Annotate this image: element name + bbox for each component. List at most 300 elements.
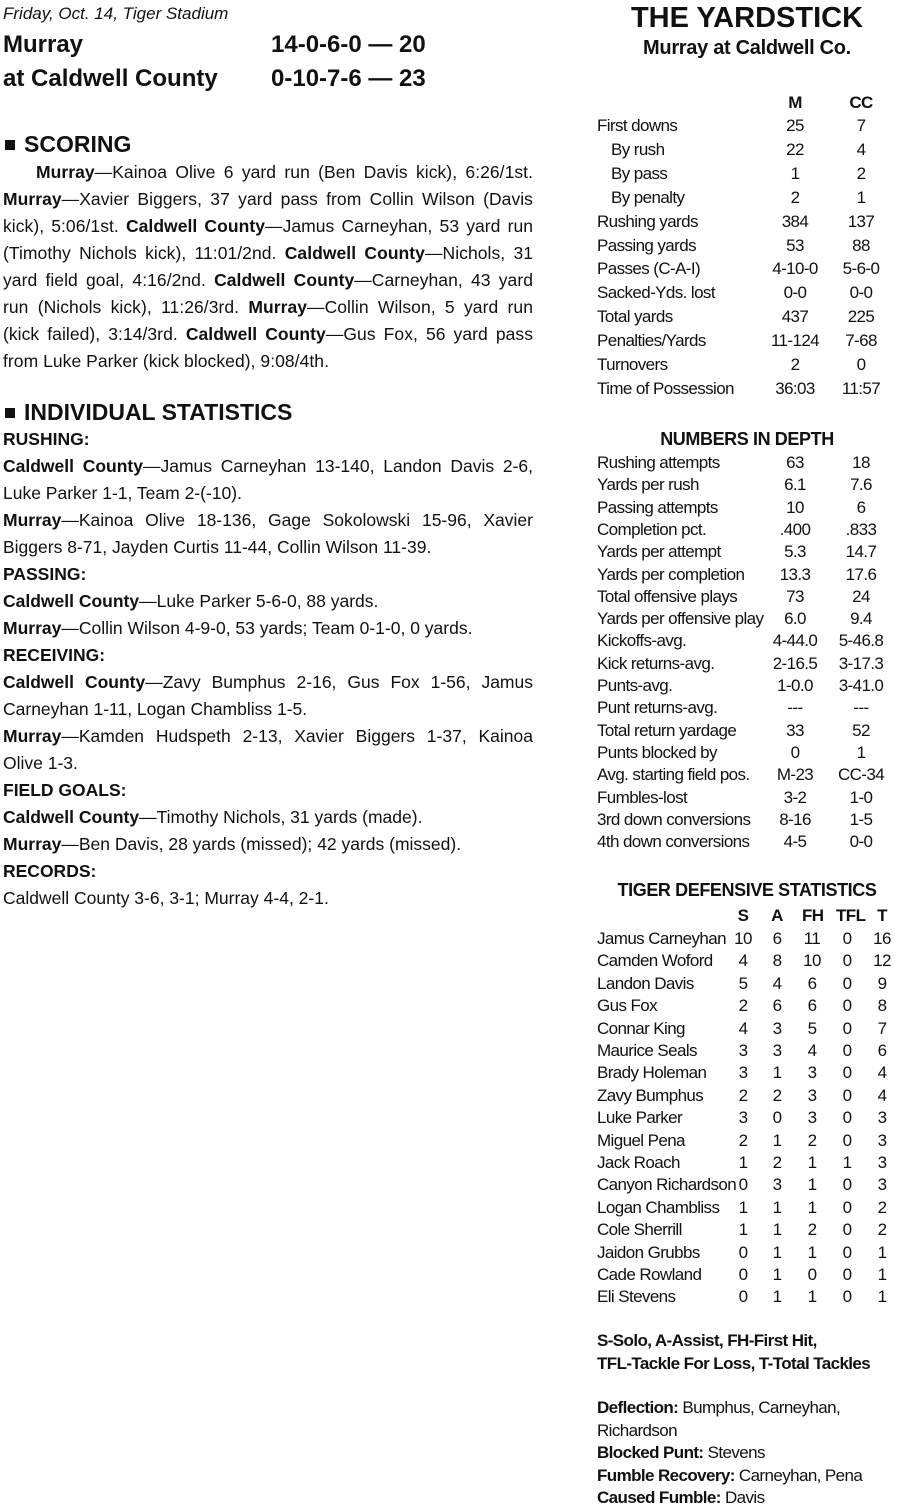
scoring-team: Caldwell County — [185, 324, 326, 344]
team-name: at Caldwell County — [3, 65, 218, 92]
col-caldwell: CC — [849, 93, 873, 112]
tackles-for-loss: 0 — [842, 1063, 852, 1083]
entry-team: Caldwell County — [3, 672, 146, 692]
stat-entry — [3, 804, 533, 831]
stat-entry — [3, 615, 533, 642]
scoring-team: Caldwell County — [125, 216, 266, 236]
stat-label: Rushing attempts — [597, 453, 720, 472]
note-label: Deflection: — [597, 1398, 679, 1417]
stat-label: Passing yards — [597, 235, 696, 255]
depth-row — [597, 653, 897, 675]
murray-value: M-23 — [776, 765, 814, 785]
caldwell-value: 5-6-0 — [842, 259, 880, 279]
stat-entry — [3, 831, 533, 858]
entry-team: Caldwell County — [3, 807, 140, 827]
category-title: FIELD GOALS: — [3, 780, 127, 800]
assisted-tackles: 4 — [772, 973, 782, 993]
entry-text: —Kamden Hudspeth 2-13, Xavier Biggers 1-37, Kainoa Olive 1-3. — [3, 726, 533, 773]
murray-value: 6.1 — [784, 475, 806, 495]
depth-row — [597, 497, 897, 519]
solo-tackles: 1 — [738, 1220, 748, 1240]
category-title: RUSHING: — [3, 429, 90, 449]
caldwell-value: 14.7 — [845, 542, 877, 562]
assisted-tackles: 0 — [772, 1108, 782, 1128]
total-tackles: 3 — [877, 1130, 887, 1150]
stat-entry — [3, 885, 533, 912]
col-total: T — [877, 906, 887, 925]
linescore-row — [3, 28, 533, 62]
linescore-row — [3, 62, 533, 96]
first-hits: 11 — [803, 929, 821, 948]
caldwell-value: 24 — [852, 586, 870, 606]
tackles-for-loss: 0 — [842, 973, 852, 993]
player-name: Cole Sherrill — [597, 1220, 682, 1240]
murray-value: 4-10-0 — [772, 259, 818, 279]
scoring-summary — [3, 159, 533, 375]
solo-tackles: 2 — [738, 996, 748, 1016]
depth-row — [597, 452, 897, 474]
player-name: Jack Roach — [597, 1153, 680, 1172]
murray-value: 5.3 — [784, 542, 806, 562]
stat-label: Total yards — [597, 307, 673, 327]
first-hits: 1 — [807, 1242, 817, 1262]
defense-player-row — [597, 1062, 897, 1084]
depth-row — [597, 764, 897, 786]
murray-value: 36:03 — [775, 378, 815, 398]
player-name: Canyon Richardson — [597, 1175, 737, 1195]
solo-tackles: 10 — [734, 929, 752, 948]
stat-label: Fumbles-lost — [597, 787, 688, 807]
entry-text: —Ben Davis, 28 yards (missed); 42 yards (missed). — [61, 834, 462, 854]
yardstick-row — [597, 330, 897, 352]
defense-player-row — [597, 1242, 897, 1264]
stat-entry — [3, 453, 533, 507]
player-name: Maurice Seals — [597, 1041, 697, 1060]
scoring-play: —Nichols, 31 yard field goal, 4:16/2nd. — [3, 243, 534, 290]
stat-label: 4th down conversions — [597, 832, 750, 852]
murray-value: .400 — [779, 519, 811, 539]
murray-value: 33 — [786, 720, 804, 740]
caldwell-value: 137 — [847, 211, 875, 231]
first-hits: 5 — [807, 1018, 817, 1038]
first-hits: 3 — [807, 1085, 817, 1105]
caldwell-value: 88 — [852, 235, 870, 255]
entry-text: —Timothy Nichols, 31 yards (made). — [139, 807, 423, 827]
player-name: Logan Chambliss — [597, 1197, 720, 1217]
yardstick-row — [597, 139, 897, 161]
caldwell-value: 0 — [856, 355, 866, 374]
tackles-for-loss: 0 — [842, 1265, 852, 1284]
col-murray: M — [788, 93, 802, 112]
stat-label: Punts-avg. — [597, 676, 673, 695]
note-text: Stevens — [703, 1443, 765, 1462]
first-hits: 3 — [807, 1108, 817, 1128]
assisted-tackles: 1 — [772, 1063, 782, 1083]
caldwell-value: 9.4 — [850, 609, 872, 629]
stat-label: Yards per offensive play — [597, 609, 764, 629]
team-name: Murray — [3, 31, 84, 58]
legend-line: S-Solo, A-Assist, FH-First Hit, — [597, 1331, 817, 1350]
murray-value: 11-124 — [770, 331, 820, 351]
stat-label: By penalty — [611, 187, 685, 207]
stat-entry — [3, 723, 533, 777]
caldwell-value: 7.6 — [850, 475, 872, 495]
assisted-tackles: 1 — [772, 1130, 782, 1150]
murray-value: 2 — [790, 187, 800, 207]
stat-label: Time of Possession — [597, 378, 734, 398]
player-name: Zavy Bumphus — [597, 1085, 704, 1105]
tackles-for-loss: 0 — [842, 996, 852, 1016]
caldwell-value: 7-68 — [845, 331, 877, 351]
total-tackles: 3 — [877, 1153, 887, 1172]
tackles-for-loss: 0 — [842, 1130, 852, 1150]
first-hits: 4 — [807, 1041, 817, 1060]
caldwell-value: 52 — [852, 720, 870, 740]
caldwell-value: 5-46.8 — [838, 631, 884, 651]
scoring-play: —Carneyhan, 43 yard run (Nichols kick), 11:26/3rd. — [3, 270, 534, 317]
first-hits: 1 — [807, 1153, 817, 1172]
murray-value: 1-0.0 — [777, 676, 813, 695]
total-tackles: 1 — [877, 1265, 887, 1284]
note — [597, 1465, 887, 1488]
caldwell-value: 0-0 — [849, 283, 873, 303]
stat-label: Total offensive plays — [597, 586, 738, 606]
defense-player-row — [597, 1018, 897, 1040]
defense-player-row — [597, 1040, 897, 1062]
tackles-for-loss: 0 — [842, 929, 852, 948]
murray-value: 3-2 — [783, 787, 807, 807]
stat-label: Punt returns-avg. — [597, 698, 718, 718]
murray-value: 4-5 — [783, 832, 807, 852]
depth-row — [597, 541, 897, 563]
depth-row — [597, 474, 897, 496]
defense-player-row — [597, 928, 897, 950]
depth-row — [597, 831, 897, 853]
defense-legend — [597, 1329, 897, 1375]
note-label: Caused Fumble: — [597, 1488, 721, 1507]
stat-label: Yards per rush — [597, 475, 699, 495]
caldwell-value: 7 — [856, 116, 866, 135]
assisted-tackles: 3 — [772, 1175, 782, 1195]
yardstick-row — [597, 235, 897, 257]
solo-tackles: 0 — [738, 1242, 748, 1262]
entry-text: —Jamus Carneyhan 13-140, Landon Davis 2-6, Luke Parker 1-1, Team 2-(-10). — [3, 456, 533, 503]
entry-text: —Luke Parker 5-6-0, 88 yards. — [139, 591, 379, 611]
caldwell-value: 225 — [847, 307, 875, 327]
total-tackles: 2 — [877, 1220, 887, 1240]
player-name: Eli Stevens — [597, 1287, 676, 1307]
solo-tackles: 1 — [738, 1197, 748, 1217]
total-tackles: 2 — [877, 1197, 887, 1217]
depth-title: NUMBERS IN DEPTH — [660, 429, 834, 449]
murray-value: 22 — [786, 139, 804, 159]
defense-player-row — [597, 1264, 897, 1286]
caldwell-value: CC-34 — [837, 765, 885, 785]
square-bullet-icon — [5, 140, 15, 150]
solo-tackles: 0 — [738, 1287, 748, 1307]
scoring-team: Caldwell County — [214, 270, 355, 290]
first-hits: 6 — [807, 996, 817, 1016]
yardstick-row — [597, 378, 897, 400]
entry-text: —Collin Wilson 4-9-0, 53 yards; Team 0-1-0, 0 yards. — [61, 618, 473, 638]
solo-tackles: 5 — [738, 973, 748, 993]
assisted-tackles: 1 — [772, 1242, 782, 1262]
murray-value: 2 — [790, 355, 800, 374]
caldwell-value: 0-0 — [849, 832, 873, 852]
note — [597, 1442, 887, 1465]
entry-team: Murray — [3, 726, 62, 746]
defense-notes — [597, 1397, 887, 1510]
first-hits: 10 — [803, 951, 821, 971]
assisted-tackles: 3 — [772, 1041, 782, 1060]
entry-text: —Kainoa Olive 18-136, Gage Sokolowski 15-96, Xavier Biggers 8-71, Jayden Curtis 11-44, Collin Wilson 11-39. — [3, 510, 533, 557]
caldwell-value: --- — [853, 698, 869, 718]
total-tackles: 3 — [877, 1175, 887, 1195]
depth-row — [597, 586, 897, 608]
depth-row — [597, 697, 897, 719]
caldwell-value: 4 — [856, 139, 866, 159]
entry-text: Caldwell County 3-6, 3-1; Murray 4-4, 2-1. — [3, 888, 329, 908]
game-summary-column — [3, 4, 533, 912]
stat-label: Punts blocked by — [597, 742, 717, 762]
stat-label: Yards per completion — [597, 564, 745, 584]
stat-label: Kick returns-avg. — [597, 653, 715, 673]
square-bullet-icon — [5, 408, 15, 418]
solo-tackles: 3 — [738, 1108, 748, 1128]
stat-label: Sacked-Yds. lost — [597, 283, 715, 303]
scoring-play: —Jamus Carneyhan, 53 yard run (Timothy Nichols kick), 11:01/2nd. — [3, 216, 534, 263]
murray-value: 10 — [786, 497, 804, 517]
stat-label: By pass — [611, 163, 668, 183]
assisted-tackles: 1 — [772, 1287, 782, 1307]
depth-row — [597, 720, 897, 742]
scoring-team: Murray — [3, 189, 62, 209]
caldwell-value: 3-41.0 — [838, 676, 884, 695]
col-assist: A — [771, 906, 783, 925]
assisted-tackles: 8 — [772, 951, 782, 971]
category-title: RECORDS: — [3, 861, 97, 881]
note-text: Davis — [720, 1488, 765, 1507]
murray-value: 13.3 — [779, 564, 811, 584]
caldwell-value: 1 — [856, 187, 866, 207]
stat-label: Total return yardage — [597, 720, 737, 740]
tackles-for-loss: 1 — [842, 1153, 852, 1172]
murray-value: 437 — [781, 307, 809, 327]
defense-player-row — [597, 1085, 897, 1107]
player-name: Miguel Pena — [597, 1130, 685, 1150]
defense-player-row — [597, 1152, 897, 1174]
scoring-heading-text: SCORING — [24, 131, 132, 157]
caldwell-value: 3-17.3 — [838, 653, 884, 673]
assisted-tackles: 3 — [772, 1018, 782, 1038]
defense-player-row — [597, 995, 897, 1017]
assisted-tackles: 2 — [772, 1085, 782, 1105]
total-tackles: 4 — [877, 1063, 887, 1083]
dateline: Friday, Oct. 14, Tiger Stadium — [3, 4, 229, 23]
murray-value: 73 — [786, 586, 804, 606]
note-text: Carneyhan, Pena — [734, 1465, 863, 1485]
caldwell-value: 1-5 — [849, 809, 873, 829]
entry-team: Caldwell County — [3, 591, 140, 611]
first-hits: 3 — [807, 1063, 817, 1083]
caldwell-value: 18 — [852, 453, 870, 472]
individual-stats-heading — [3, 399, 533, 426]
murray-value: 4-44.0 — [772, 631, 818, 651]
tackles-for-loss: 0 — [842, 1242, 852, 1262]
player-name: Luke Parker — [597, 1108, 683, 1128]
caldwell-value: .833 — [845, 519, 877, 539]
first-hits: 1 — [807, 1287, 817, 1307]
solo-tackles: 3 — [738, 1063, 748, 1083]
stat-entry — [3, 507, 533, 561]
solo-tackles: 2 — [738, 1085, 748, 1105]
defense-player-row — [597, 1130, 897, 1152]
solo-tackles: 0 — [738, 1175, 748, 1195]
stat-label: Penalties/Yards — [597, 331, 706, 351]
yardstick-subtitle: Murray at Caldwell Co. — [643, 37, 851, 59]
first-hits: 0 — [807, 1265, 817, 1284]
murray-value: 0-0 — [783, 283, 807, 303]
depth-row — [597, 608, 897, 630]
solo-tackles: 3 — [738, 1041, 748, 1060]
yardstick-row — [597, 115, 897, 137]
total-tackles: 6 — [877, 1041, 887, 1060]
depth-row — [597, 742, 897, 764]
category-title: PASSING: — [3, 564, 87, 584]
entry-team: Murray — [3, 510, 62, 530]
yardstick-row — [597, 163, 897, 185]
first-hits: 2 — [807, 1220, 817, 1240]
col-solo: S — [737, 906, 749, 925]
individual-stats-heading-text: INDIVIDUAL STATISTICS — [24, 399, 293, 425]
stat-label: Kickoffs-avg. — [597, 631, 687, 651]
depth-row — [597, 519, 897, 541]
note-text: Bumphus, Carneyhan, Richardson — [597, 1398, 841, 1440]
first-hits: 1 — [807, 1197, 817, 1217]
stat-label: Passes (C-A-I) — [597, 259, 701, 279]
legend-line: TFL-Tackle For Loss, T-Total Tackles — [597, 1354, 871, 1373]
solo-tackles: 1 — [738, 1153, 748, 1172]
player-name: Jamus Carneyhan — [597, 929, 726, 948]
assisted-tackles: 1 — [772, 1197, 782, 1217]
entry-team: Murray — [3, 618, 62, 638]
yardstick-row — [597, 211, 897, 233]
murray-value: 53 — [786, 235, 804, 255]
murray-value: 25 — [786, 116, 804, 135]
stat-label: Yards per attempt — [597, 542, 721, 562]
depth-row — [597, 809, 897, 831]
yardstick-row — [597, 282, 897, 304]
tackles-for-loss: 0 — [842, 1041, 852, 1060]
caldwell-value: 2 — [856, 163, 866, 183]
player-name: Gus Fox — [597, 996, 658, 1016]
assisted-tackles: 2 — [772, 1153, 782, 1172]
note-label: Blocked Punt: — [597, 1443, 704, 1462]
total-tackles: 4 — [877, 1085, 887, 1105]
col-tfl: TFL — [836, 906, 866, 925]
depth-row — [597, 564, 897, 586]
stat-label: By rush — [611, 139, 665, 159]
first-hits: 1 — [807, 1175, 817, 1195]
defense-player-row — [597, 1107, 897, 1129]
stat-label: 3rd down conversions — [597, 809, 751, 829]
caldwell-value: 11:57 — [841, 378, 881, 398]
murray-value: --- — [787, 698, 803, 718]
tackles-for-loss: 0 — [842, 1018, 852, 1038]
assisted-tackles: 1 — [772, 1265, 782, 1284]
entry-text: —Zavy Bumphus 2-16, Gus Fox 1-56, Jamus Carneyhan 1-11, Logan Chambliss 1-5. — [3, 672, 533, 719]
solo-tackles: 0 — [738, 1265, 748, 1284]
stat-label: Turnovers — [597, 355, 668, 374]
tackles-for-loss: 0 — [842, 1175, 852, 1195]
total-tackles: 1 — [877, 1242, 887, 1262]
stat-label: Avg. starting field pos. — [597, 765, 750, 785]
entry-team: Caldwell County — [3, 456, 143, 476]
defense-player-row — [597, 1197, 897, 1219]
defense-player-row — [597, 1219, 897, 1241]
stat-entry — [3, 669, 533, 723]
stat-label: Completion pct. — [597, 519, 707, 539]
yardstick-row — [597, 354, 897, 376]
scoring-play: —Kainoa Olive 6 yard run (Ben Davis kick), 6:26/1st. — [94, 162, 533, 182]
total-tackles: 3 — [877, 1108, 887, 1128]
caldwell-value: 1-0 — [849, 787, 873, 807]
caldwell-value: 1 — [856, 742, 866, 762]
stat-label: First downs — [597, 116, 678, 135]
solo-tackles: 4 — [738, 951, 748, 971]
player-name: Connar King — [597, 1018, 685, 1038]
assisted-tackles: 1 — [772, 1220, 782, 1240]
scoring-team: Caldwell County — [284, 243, 425, 263]
note — [597, 1397, 887, 1442]
murray-value: 0 — [790, 742, 800, 762]
defense-player-row — [597, 1286, 897, 1308]
stat-label: Passing attempts — [597, 497, 718, 517]
first-hits: 2 — [807, 1130, 817, 1150]
first-hits: 6 — [807, 973, 817, 993]
defense-player-row — [597, 973, 897, 995]
tackles-for-loss: 0 — [842, 1108, 852, 1128]
yardstick-title: THE YARDSTICK — [630, 2, 864, 34]
murray-value: 384 — [781, 211, 809, 231]
caldwell-value: 17.6 — [845, 564, 877, 584]
note — [597, 1487, 887, 1510]
col-first-hit: FH — [802, 906, 824, 925]
scoring-team: Murray — [36, 162, 95, 182]
player-name: Jaidon Grubbs — [597, 1242, 700, 1262]
total-tackles: 9 — [877, 973, 887, 993]
depth-row — [597, 675, 897, 697]
defense-title: TIGER DEFENSIVE STATISTICS — [617, 880, 877, 900]
yardstick-row — [597, 258, 897, 280]
player-name: Brady Holeman — [597, 1063, 707, 1083]
murray-value: 1 — [790, 163, 800, 183]
tackles-for-loss: 0 — [842, 1287, 852, 1307]
yardstick-row — [597, 306, 897, 328]
defense-player-row — [597, 1174, 897, 1196]
tackles-for-loss: 0 — [842, 1220, 852, 1240]
assisted-tackles: 6 — [772, 929, 782, 948]
category-title: RECEIVING: — [3, 645, 106, 665]
tackles-for-loss: 0 — [842, 1197, 852, 1217]
murray-value: 6.0 — [784, 609, 806, 629]
scoring-play: —Gus Fox, 56 yard pass from Luke Parker (kick blocked), 9:08/4th. — [3, 324, 534, 371]
caldwell-value: 6 — [856, 497, 866, 517]
defense-header — [597, 905, 897, 927]
total-tackles: 12 — [873, 951, 891, 971]
tackles-for-loss: 0 — [842, 1085, 852, 1105]
murray-value: 2-16.5 — [772, 653, 818, 673]
